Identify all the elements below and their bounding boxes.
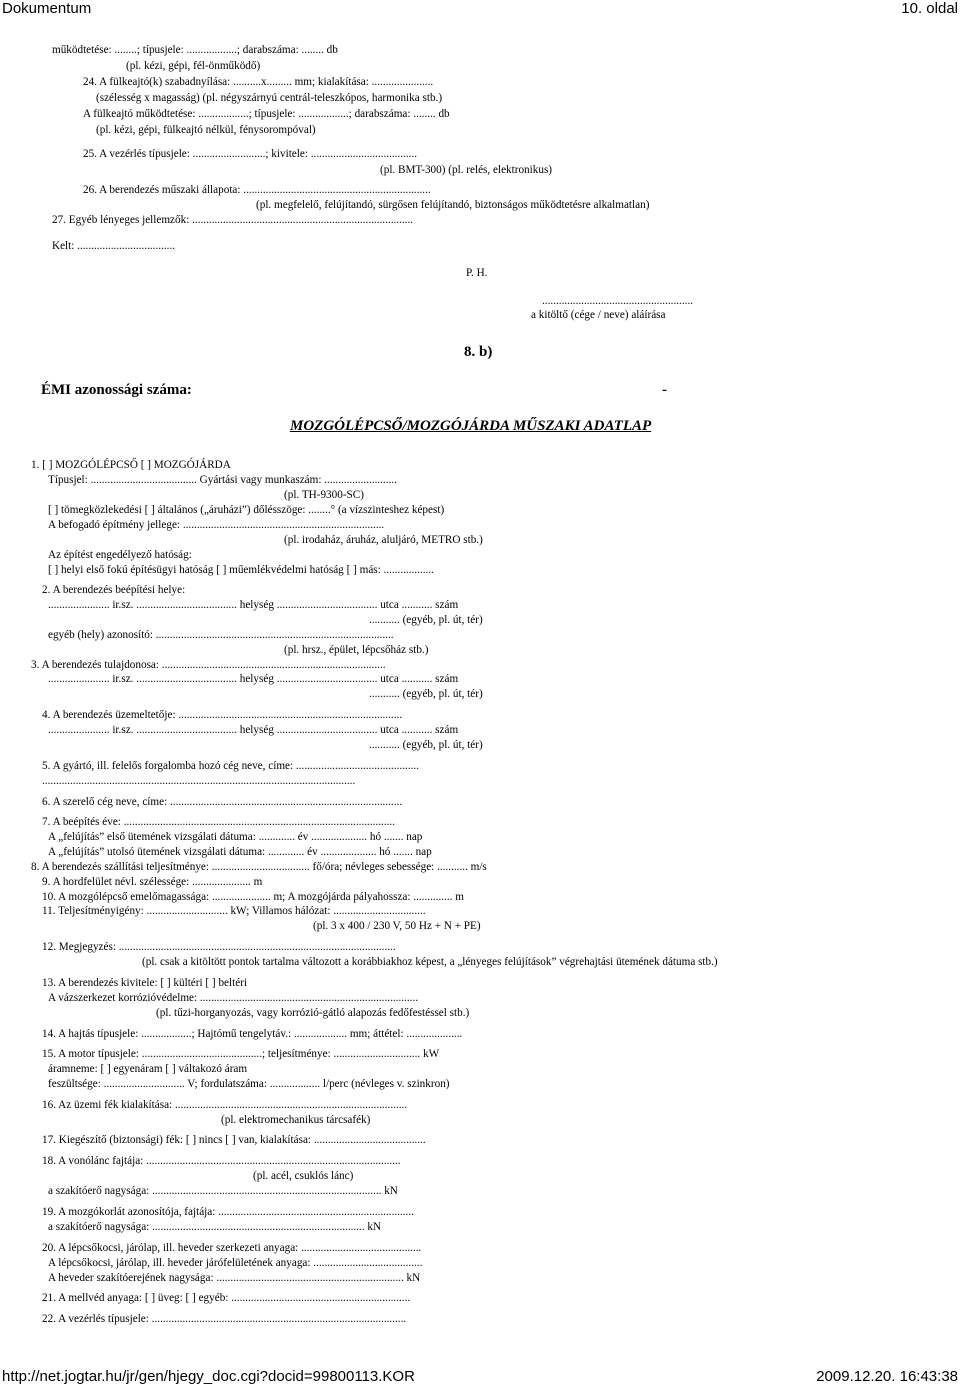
text-line: [ ] helyi első fokú építésügyi hatóság [ ] műemlékvédelmi hatóság [ ] más: .................. bbox=[48, 564, 434, 576]
text-line: A befogadó építmény jellege: ........................................................................ bbox=[48, 519, 385, 531]
text-line: a szakítóerő nagysága: .................................................................................. kN bbox=[48, 1185, 398, 1197]
text-line: (pl. BMT-300) (pl. relés, elektronikus) bbox=[380, 164, 553, 176]
stamp-label: P. H. bbox=[466, 267, 488, 279]
text-line: (pl. TH-9300-SC) bbox=[284, 489, 364, 501]
text-line: A heveder szakítóerejének nagysága: ................................................................... kN bbox=[48, 1272, 421, 1284]
header-title: Dokumentum bbox=[2, 0, 92, 17]
text-line: 21. A mellvéd anyaga: [ ] üveg: [ ] egyéb: ................................................................ bbox=[42, 1292, 411, 1304]
text-line: 26. A berendezés műszaki állapota: ................................................................... bbox=[83, 184, 431, 196]
header-page-number: 10. oldal bbox=[901, 0, 958, 17]
text-line: (pl. 3 x 400 / 230 V, 50 Hz + N + PE) bbox=[313, 920, 481, 932]
text-line: 19. A mozgókorlát azonosítója, fajtája: ...................................................................... bbox=[42, 1206, 414, 1218]
footer-timestamp: 2009.12.20. 16:43:38 bbox=[816, 1368, 958, 1385]
text-line: (szélesség x magasság) (pl. négyszárnyú centrál-teleszkópos, harmonika stb.) bbox=[96, 92, 443, 104]
signature-caption: a kitöltő (cége / neve) aláírása bbox=[531, 309, 666, 321]
text-line: (pl. megfelelő, felújítandó, sürgősen felújítandó, biztonságos működtetésre alkalmatlan) bbox=[256, 199, 650, 211]
text-line: (pl. irodaház, áruház, aluljáró, METRO stb.) bbox=[284, 534, 483, 546]
text-line: 11. Teljesítményigény: ............................. kW; Villamos hálózat: ................................. bbox=[42, 905, 426, 917]
text-line: 1. [ ] MOZGÓLÉPCSŐ [ ] MOZGÓJÁRDA bbox=[31, 459, 231, 471]
text-line: ........... (egyéb, pl. út, tér) bbox=[369, 739, 483, 751]
text-line: feszültsége: ............................. V; fordulatszáma: .................. l/perc (névleges v. szinkron) bbox=[48, 1078, 450, 1090]
text-line: A fülkeajtó működtetése: ..................; típusjele: ..................; darabszáma: ........ db bbox=[83, 108, 450, 120]
text-line: 25. A vezérlés típusjele: ..........................; kivitele: ...................................... bbox=[83, 148, 418, 160]
footer-url: http://net.jogtar.hu/jr/gen/hjegy_doc.cgi?docid=99800113.KOR bbox=[2, 1368, 415, 1385]
signature-line: ...................................................... bbox=[542, 295, 694, 307]
section-number: 8. b) bbox=[464, 344, 493, 360]
text-line: 18. A vonólánc fajtája: ........................................................................................... bbox=[42, 1155, 401, 1167]
text-line: 15. A motor típusjele: ...........................................; teljesítménye: ............................... kW bbox=[42, 1048, 440, 1060]
text-line: (pl. kézi, gépi, fülkeajtó nélkül, fénysorompóval) bbox=[96, 124, 316, 136]
text-line: 2. A berendezés beépítési helye: bbox=[42, 584, 186, 596]
text-line: ........... (egyéb, pl. út, tér) bbox=[369, 688, 483, 700]
text-line: [ ] tömegközlekedési [ ] általános („áruházi”) dőlésszöge: ........° (a vízszinteshez képest) bbox=[48, 504, 445, 516]
text-line: (pl. tűzi-horganyozás, vagy korrózió-gátló alapozás fedőfestéssel stb.) bbox=[156, 1007, 470, 1019]
text-line: ................................................................................................................ bbox=[42, 775, 356, 787]
text-line: 13. A berendezés kivitele: [ ] kültéri [ ] beltéri bbox=[42, 977, 248, 989]
text-line: 24. A fülkeajtó(k) szabadnyílása: ..........x......... mm; kialakítása: ...................... bbox=[83, 76, 434, 88]
text-line: A lépcsőkocsi, járólap, ill. heveder járófelületének anyaga: ....................................... bbox=[48, 1257, 423, 1269]
text-line: ...................... ir.sz. .................................... helység .................................... utca ........... szám bbox=[48, 599, 459, 611]
text-line: 16. Az üzemi fék kialakítása: ................................................................................... bbox=[42, 1099, 408, 1111]
text-line: 6. A szerelő cég neve, címe: ................................................................................... bbox=[42, 796, 403, 808]
emi-id-label: ÉMI azonossági száma: bbox=[41, 382, 192, 398]
emi-id-dash: - bbox=[662, 382, 667, 398]
text-line: Típusjel: ...................................... Gyártási vagy munkaszám: .......................... bbox=[48, 474, 397, 486]
text-line: 10. A mozgólépcső emelőmagassága: ..................... m; A mozgójárda pályahossza: .............. m bbox=[42, 891, 464, 903]
text-line: (pl. csak a kitöltött pontok tartalma változott a korábbiakhoz képest, a „lényeges felújítások” végrehajtási ütemének dátuma stb.) bbox=[142, 956, 718, 968]
text-line: 20. A lépcsőkocsi, járólap, ill. heveder szerkezeti anyaga: ........................................... bbox=[42, 1242, 422, 1254]
text-line: 14. A hajtás típusjele: ..................; Hajtómű tengelytáv.: ................... mm; áttétel: .................... bbox=[42, 1028, 463, 1040]
text-line: A „felújítás” első ütemének vizsgálati dátuma: ............. év .................... hó ....... nap bbox=[48, 831, 423, 843]
text-line: egyéb (hely) azonosító: ..................................................................................... bbox=[48, 629, 394, 641]
text-line: áramneme: [ ] egyenáram [ ] váltakozó áram bbox=[48, 1063, 248, 1075]
text-line: ...................... ir.sz. .................................... helység .................................... utca ........... szám bbox=[48, 673, 459, 685]
text-line: ...................... ir.sz. .................................... helység .................................... utca ........... szám bbox=[48, 724, 459, 736]
text-line: 4. A berendezés üzemeltetője: ................................................................................ bbox=[42, 709, 403, 721]
text-line: 5. A gyártó, ill. felelős forgalomba hozó cég neve, címe: ............................................ bbox=[42, 760, 419, 772]
text-line: (pl. kézi, gépi, fél-önműködő) bbox=[126, 60, 261, 72]
kelt-line: Kelt: ................................... bbox=[52, 240, 176, 252]
text-line: működtetése: ........; típusjele: ..................; darabszáma: ........ db bbox=[52, 44, 338, 56]
text-line: ........... (egyéb, pl. út, tér) bbox=[369, 614, 483, 626]
text-line: 22. A vezérlés típusjele: ........................................................................................... bbox=[42, 1313, 407, 1325]
text-line: Az építést engedélyező hatóság: bbox=[48, 549, 192, 561]
text-line: 27. Egyéb lényeges jellemzők: ............................................................................... bbox=[52, 214, 414, 226]
text-line: 12. Megjegyzés: ................................................................................................... bbox=[42, 941, 396, 953]
text-line: 3. A berendezés tulajdonosa: ................................................................................ bbox=[31, 659, 386, 671]
text-line: A vázszerkezet korrózióvédelme: .............................................................................. bbox=[48, 992, 419, 1004]
form-title: MOZGÓLÉPCSŐ/MOZGÓJÁRDA MŰSZAKI ADATLAP bbox=[290, 418, 652, 434]
text-line: 9. A hordfelület névl. szélessége: ..................... m bbox=[42, 876, 263, 888]
text-line: (pl. acél, csuklós lánc) bbox=[253, 1170, 354, 1182]
text-line: 17. Kiegészítő (biztonsági) fék: [ ] nincs [ ] van, kialakítása: ........................................ bbox=[42, 1134, 426, 1146]
text-line: a szakítóerő nagysága: ............................................................................ kN bbox=[48, 1221, 382, 1233]
text-line: (pl. elektromechanikus tárcsafék) bbox=[221, 1114, 371, 1126]
text-line: 8. A berendezés szállítási teljesítménye: ................................... fő/óra; névleges sebessége: ........... m/s bbox=[31, 861, 487, 873]
text-line: (pl. hrsz., épület, lépcsőház stb.) bbox=[284, 644, 429, 656]
text-line: 7. A beépítés éve: ................................................................................................. bbox=[42, 816, 396, 828]
text-line: A „felújítás” utolsó ütemének vizsgálati dátuma: ............. év .................... hó ....... nap bbox=[48, 846, 432, 858]
